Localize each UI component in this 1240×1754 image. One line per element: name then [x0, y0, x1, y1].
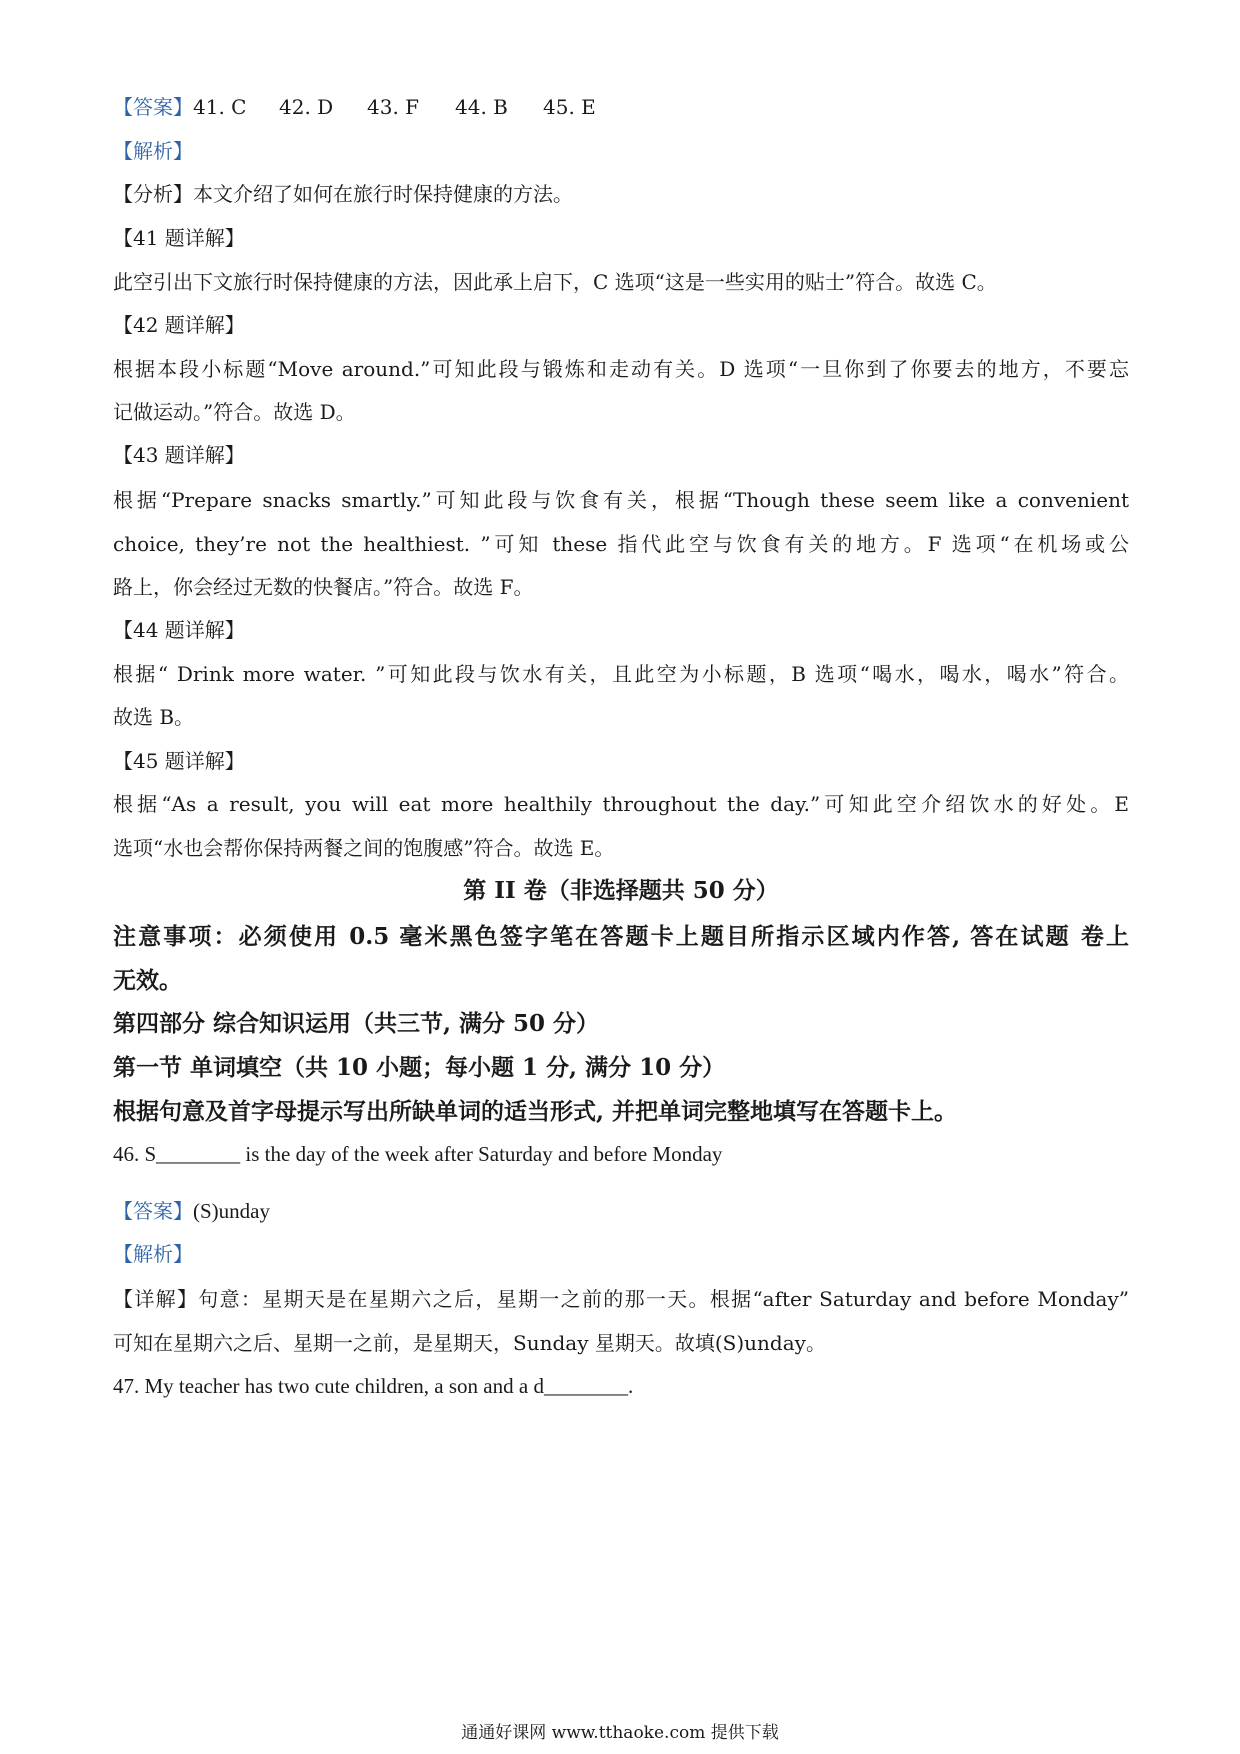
analysis-label: 【解析】: [113, 139, 193, 163]
answer-label: 【答案】: [113, 95, 193, 119]
q42-detail-line: 根据本段小标题“Move around.”可知此段与锻炼和走动有关。D 选项“一旦你到了你要去的地方，不要忘: [113, 357, 1129, 381]
section2-title: 第 II 卷（非选择题共 50 分）: [463, 877, 779, 904]
answer-label: 【答案】: [113, 1199, 193, 1223]
q43-detail-line: 根据“Prepare snacks smartly.”可知此段与饮食有关，根据“Though these seem like a convenient: [113, 488, 1129, 512]
q46-question: 46. S________ is the day of the week after Saturday and before Monday: [113, 1142, 723, 1166]
answer-42: 42. D: [279, 95, 334, 119]
summary-text: 本文介绍了如何在旅行时保持健康的方法。: [193, 182, 573, 206]
q41-label: 【41 题详解】: [113, 226, 245, 250]
q43-detail-line: choice, they’re not the healthiest. ”可知 these 指代此空与饮食有关的地方。F 选项“在机场或公: [113, 532, 1129, 556]
notice-line: 无效。: [113, 967, 182, 994]
q46-answer-line: [113, 1197, 270, 1225]
notice-line: 注意事项：必须使用 0.5 毫米黑色签字笔在答题卡上题目所指示区域内作答, 答在试题 卷上: [113, 923, 1129, 950]
analysis-label: 【解析】: [113, 1242, 193, 1266]
q47-question: 47. My teacher has two cute children, a son and a d________.: [113, 1374, 634, 1398]
instruction-text: 根据句意及首字母提示写出所缺单词的适当形式, 并把单词完整地填写在答题卡上。: [113, 1098, 958, 1125]
q41-detail-line: 此空引出下文旅行时保持健康的方法，因此承上启下，C 选项“这是一些实用的贴士”符合。故选 C。: [113, 270, 997, 294]
part4-heading: 第四部分 综合知识运用（共三节, 满分 50 分）: [113, 1010, 600, 1037]
q46-detail-line: [113, 1285, 1129, 1313]
q42-label: 【42 题详解】: [113, 313, 245, 337]
q44-label: 【44 题详解】: [113, 618, 245, 642]
footer-text: 通通好课网 www.tthaoke.com 提供下载: [461, 1723, 779, 1743]
answer-43: 43. F: [367, 95, 420, 119]
q45-detail-line: 选项“水也会帮你保持两餐之间的饱腹感”符合。故选 E。: [113, 836, 615, 860]
q43-label: 【43 题详解】: [113, 443, 245, 467]
q44-detail-line: 根据“ Drink more water. ”可知此段与饮水有关，且此空为小标题，B 选项“喝水，喝水，喝水”符合。: [113, 662, 1129, 686]
q46-answer: (S)unday: [193, 1199, 270, 1223]
q43-detail-line: 路上，你会经过无数的快餐店。”符合。故选 F。: [113, 575, 534, 599]
summary-line: [113, 180, 573, 208]
q45-label: 【45 题详解】: [113, 749, 245, 773]
detail-label: 【详解】: [113, 1287, 199, 1311]
answer-line-41-45: [113, 93, 596, 121]
q45-detail-line: 根据“As a result, you will eat more healthily throughout the day.”可知此空介绍饮水的好处。E: [113, 792, 1129, 816]
answer-45: 45. E: [543, 95, 596, 119]
summary-label: 【分析】: [113, 182, 193, 206]
answer-41: 41. C: [193, 95, 247, 119]
q46-detail-line: 可知在星期六之后、星期一之前，是星期天，Sunday 星期天。故填(S)unday。: [113, 1331, 826, 1355]
q42-detail-line: 记做运动。”符合。故选 D。: [113, 400, 356, 424]
sec1-heading: 第一节 单词填空（共 10 小题；每小题 1 分, 满分 10 分）: [113, 1054, 726, 1081]
answer-44: 44. B: [455, 95, 508, 119]
q46-detail-text: 句意：星期天是在星期六之后，星期一之前的那一天。根据“after Saturday and before Monday”: [198, 1287, 1130, 1311]
q44-detail-line: 故选 B。: [113, 705, 195, 729]
